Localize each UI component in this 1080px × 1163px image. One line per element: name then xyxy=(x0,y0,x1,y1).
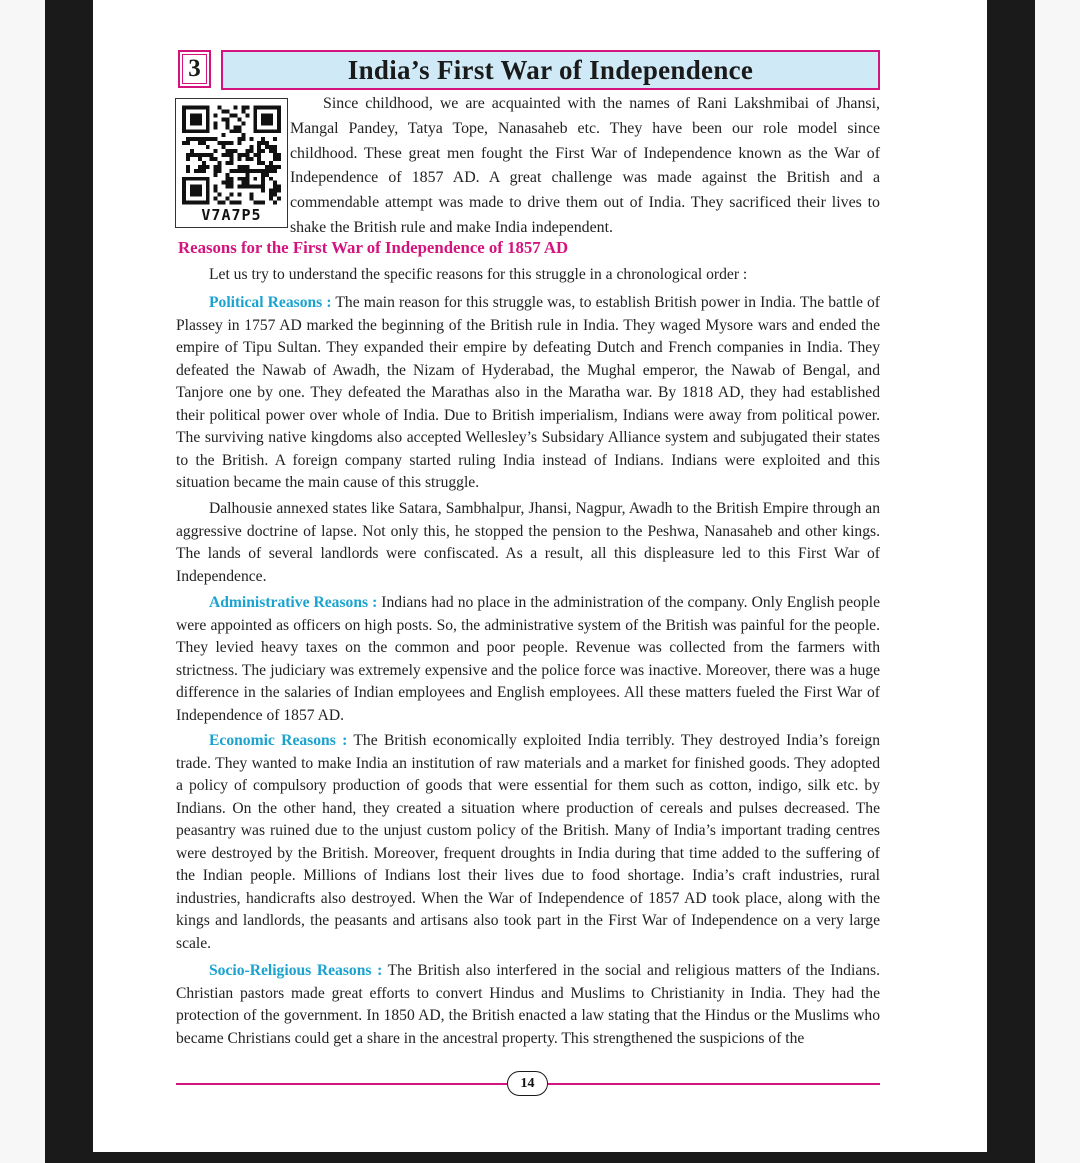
qr-code-box[interactable] xyxy=(175,98,288,228)
paragraph-socio-religious xyxy=(176,960,880,1050)
paragraph-lead: Economic Reasons : xyxy=(209,732,348,749)
intro-text: Since childhood, we are acquainted with the names of Rani Lakshmibai of Jhansi, Mangal Pandey, Tatya Tope, Nanasaheb etc. They have been our role model since childhood. These great men fought the First War of Independence known as the War of Independence of 1857 AD. A great challenge was made against the British and a commendable attempt was made to drive them out of India. They sacrificed their lives to shake the British rule and make India independent. xyxy=(290,95,880,236)
qr-code-icon xyxy=(182,104,281,206)
paragraph-administrative xyxy=(176,592,880,727)
paragraph-text: The main reason for this struggle was, to establish British power in India. The battle of Plassey in 1757 AD marked the beginning of the British rule in India. They waged Mysore wars and ended the empire of Tipu Sultan. They expanded their empire by defeating Dutch and French companies in India. They defeated the Nawab of Awadh, the Nizam of Hyderabad, the Mughal emperor, the Nawab of Bengal, and Tanjore one by one. They defeated the Marathas also in the Maratha war. By 1818 AD, they had established their political power over whole of India. Due to British imperialism, Indians were away from political power. The surviving native kingdoms also accepted Wellesley’s Subsidary Alliance system and subjugated their states to the British. A foreign company started ruling India instead of Indians. Indians were exploited and this situation became the main cause of this struggle. xyxy=(176,294,880,491)
paragraph-lead: Political Reasons : xyxy=(209,294,332,311)
paragraph-lead: Socio-Religious Reasons : xyxy=(209,962,383,979)
paragraph-text: Indians had no place in the administration of the company. Only English people were appointed as officers on high posts. So, the administrative system of the British was painful for the people. They levied heavy taxes on the common and poor people. Revenue was collected from the farmers with strictness. The judiciary was extremely expensive and the police force was inactive. Moreover, there was a huge difference in the salaries of Indian employees and English employees. All these matters fueled the First War of Independence of 1857 AD. xyxy=(176,594,880,724)
section-heading: Reasons for the First War of Independence of 1857 AD xyxy=(178,238,569,257)
qr-code-label: V7A7P5 xyxy=(201,206,262,224)
paragraph-economic xyxy=(176,730,880,955)
paragraph-text: Let us try to understand the specific reasons for this struggle in a chronological order : xyxy=(209,266,748,283)
page-number: 14 xyxy=(507,1071,548,1096)
paragraph-text: The British also interfered in the social and religious matters of the Indians. Christian pastors made great efforts to convert Hindus and Muslims to Christianity in India. They had the protection of the government. In 1850 AD, the British enacted a law stating that the Hindus or the Muslims who became Christians could get a share in the ancestral property. This strengthened the suspicions of the xyxy=(176,962,880,1047)
paragraph-dalhousie xyxy=(176,498,880,588)
paragraph-political xyxy=(176,292,880,495)
chapter-number: 3 xyxy=(178,50,211,88)
chapter-title: India’s First War of Independence xyxy=(221,50,880,90)
paragraph-text: The British economically exploited India terribly. They destroyed India’s foreign trade. They wanted to make India an institution of raw materials and a market for finished goods. They adopted a policy of compulsory production of goods that were essential for them such as cotton, indigo, silk etc. by Indians. On the other hand, they created a situation where production of cereals and pulses decreased. The peasantry was ruined due to the unjust custom policy of the British. Many of India’s important trading centres were destroyed by the British. Moreover, frequent droughts in India during that time added to the suffering of the Indian people. Millions of Indians lost their lives due to food shortage. India’s craft industries, rural industries, handicrafts also destroyed. When the War of Independence of 1857 AD took place, along with the kings and landlords, the peasants and artisans also took part in the First War of Independence on a very large scale. xyxy=(176,732,880,952)
paragraph-intro-reasons xyxy=(176,264,880,287)
footer-rule-left xyxy=(176,1083,507,1085)
paragraph-lead: Administrative Reasons : xyxy=(209,594,378,611)
intro-paragraph xyxy=(290,92,880,241)
footer-rule-right xyxy=(548,1083,880,1085)
paragraph-text: Dalhousie annexed states like Satara, Sambhalpur, Jhansi, Nagpur, Awadh to the British Empire through an aggressive doctrine of lapse. Not only this, he stopped the pension to the Peshwa, Nanasaheb and other kings. The lands of several landlords were confiscated. As a result, all this displeasure led to this First War of Independence. xyxy=(176,500,880,585)
